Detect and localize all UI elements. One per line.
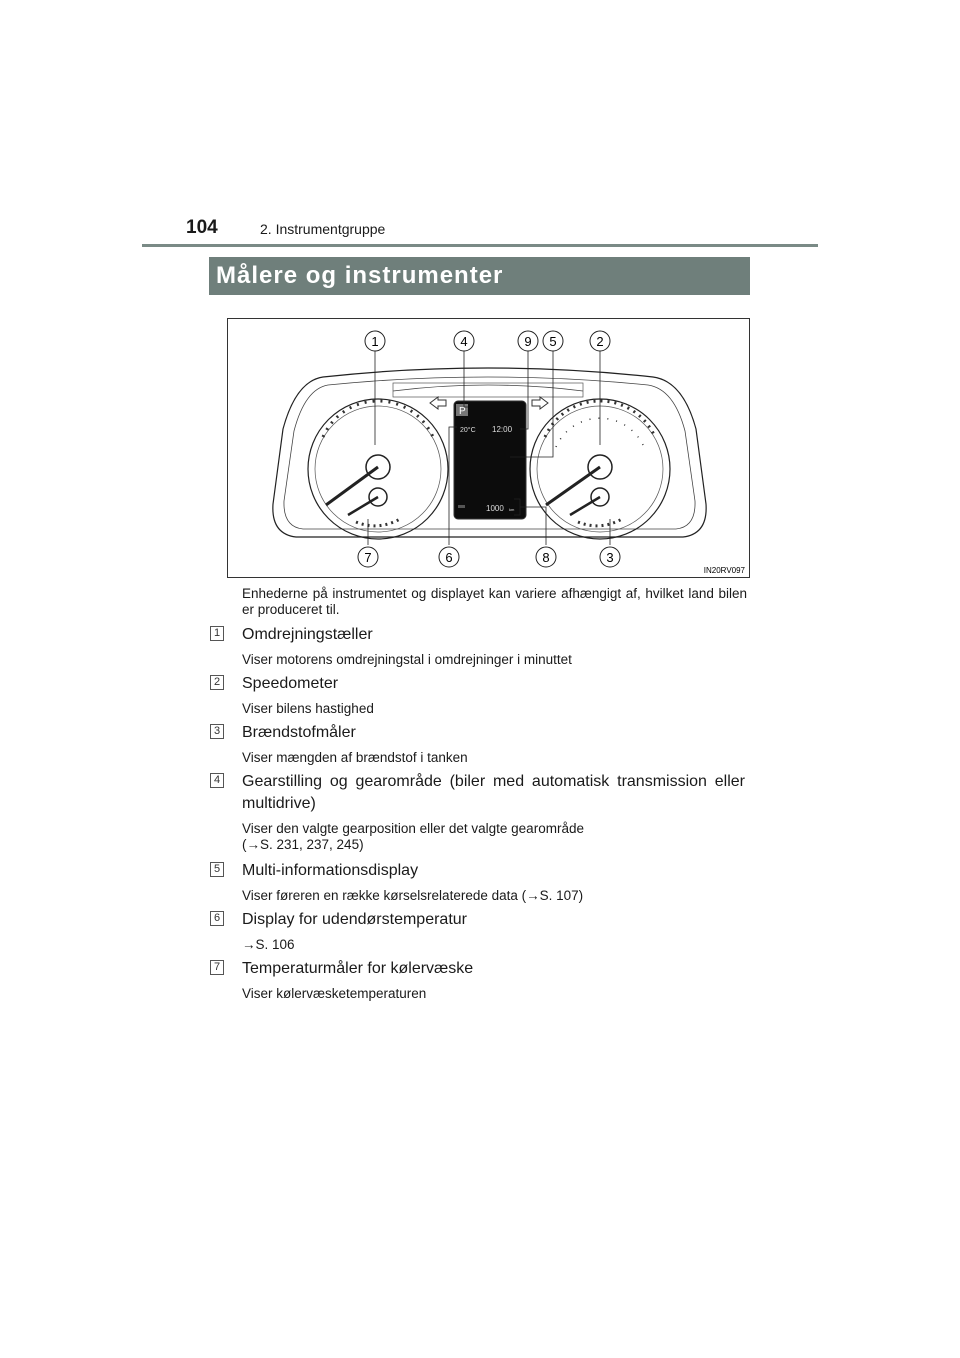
- item-title: Temperaturmåler for kølervæske: [242, 960, 474, 977]
- display-odometer-unit: km: [509, 507, 515, 512]
- chapter-title: 2. Instrumentgruppe: [260, 221, 386, 237]
- item-description: Viser kølervæsketemperaturen: [242, 986, 427, 1001]
- display-temperature: 20°C: [460, 427, 476, 434]
- item-title: Omdrejningstæller: [242, 626, 373, 643]
- item-title: Brændstofmåler: [242, 724, 356, 741]
- item-marker: 5: [210, 862, 224, 877]
- gear-indicator: P: [459, 406, 466, 417]
- right-turn-signal-icon: [532, 397, 548, 409]
- image-code: IN20RV097: [703, 566, 745, 575]
- callout-5: 5: [549, 334, 557, 349]
- section-title: Målere og instrumenter: [216, 262, 504, 289]
- header-rule: [142, 244, 818, 247]
- callout-6: 6: [445, 550, 453, 565]
- item-description: Viser bilens hastighed: [242, 701, 374, 716]
- display-clock: 12:00: [492, 425, 513, 434]
- callout-4: 4: [460, 334, 468, 349]
- display-odometer: 1000: [486, 504, 504, 513]
- callout-3: 3: [606, 550, 614, 565]
- callout-8: 8: [542, 550, 550, 565]
- item-title: Gearstilling og gearområde (biler med automatisk transmission eller multidrive): [242, 773, 745, 812]
- tachometer-gauge: [308, 399, 448, 539]
- item-marker: 1: [210, 626, 224, 641]
- cluster-visor: [393, 385, 583, 391]
- item-marker: 4: [210, 773, 224, 788]
- page-number: 104: [186, 217, 218, 238]
- item-description: Viser føreren en række kørselsrelaterede data (→S. 107): [242, 888, 584, 903]
- section-title-bar: [209, 257, 750, 295]
- item-marker: 7: [210, 960, 224, 975]
- callout-9: 9: [524, 334, 532, 349]
- item-description: Viser mængden af brændstof i tanken: [242, 750, 468, 765]
- item-marker: 2: [210, 675, 224, 690]
- item-description: Viser motorens omdrejningstal i omdrejninger i minuttet: [242, 652, 572, 667]
- instrument-cluster-illustration: [228, 319, 749, 577]
- multi-info-display: [454, 401, 526, 519]
- callouts-bottom: [358, 547, 620, 567]
- callout-2: 2: [596, 334, 604, 349]
- item-description: Viser den valgte gearposition eller det valgte gearområde: [242, 821, 584, 836]
- item-title: Multi-informationsdisplay: [242, 862, 419, 879]
- callout-1: 1: [371, 334, 379, 349]
- callouts-top: [365, 331, 610, 351]
- item-title: Display for udendørstemperatur: [242, 911, 467, 928]
- figure-caption: Enhederne på instrumentet og displayet kan variere afhængigt af, hvilket land bilen er produceret til.: [242, 586, 747, 617]
- item-marker: 6: [210, 911, 224, 926]
- instrument-cluster-figure: [227, 318, 750, 578]
- item-description: →S. 106: [242, 937, 295, 952]
- item-description-reference: (→S. 231, 237, 245): [242, 837, 364, 852]
- item-marker: 3: [210, 724, 224, 739]
- item-title: Speedometer: [242, 675, 339, 692]
- left-turn-signal-icon: [430, 397, 446, 409]
- callout-7: 7: [364, 550, 372, 565]
